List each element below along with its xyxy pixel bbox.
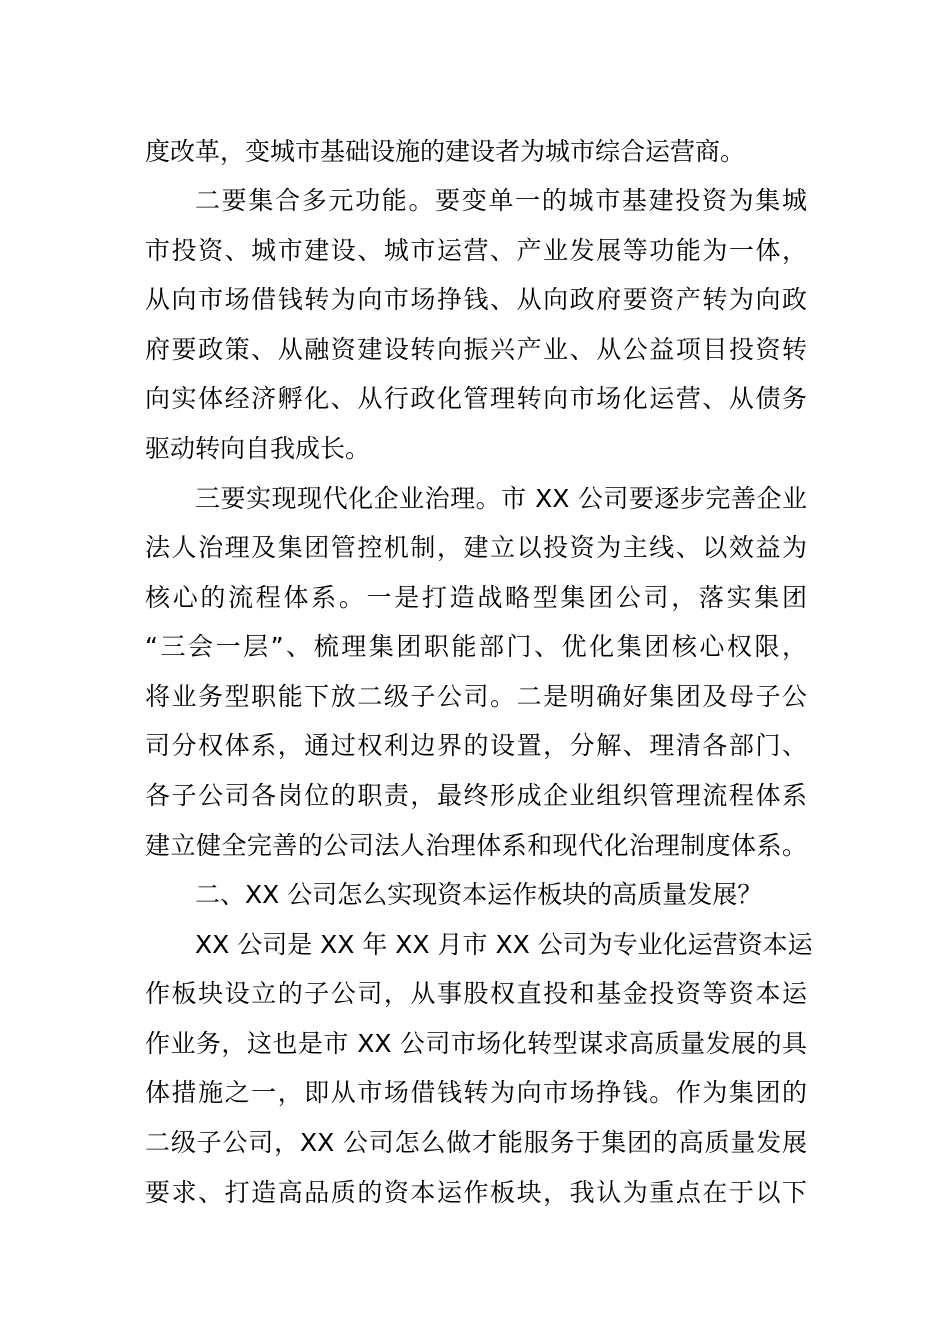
paragraph-line: 作板块设立的子公司，从事股权直投和基金投资等资本运 — [145, 979, 807, 1008]
paragraph-line: “三会一层”、梳理集团职能部门、优化集团核心权限， — [145, 632, 807, 661]
paragraph-line: 建立健全完善的公司法人治理体系和现代化治理制度体系。 — [145, 831, 807, 860]
paragraph-line: 府要政策、从融资建设转向振兴产业、从公益项目投资转 — [145, 335, 807, 364]
paragraph-line: 各子公司各岗位的职责，最终形成企业组织管理流程体系 — [145, 781, 807, 810]
paragraph-line: 市投资、城市建设、城市运营、产业发展等功能为一体， — [145, 236, 807, 265]
paragraph-line: 二级子公司，XX 公司怎么做才能服务于集团的高质量发展 — [145, 1128, 807, 1157]
paragraph-line: 核心的流程体系。一是打造战略型集团公司，落实集团 — [145, 583, 807, 612]
paragraph-line: 从向市场借钱转为向市场挣钱、从向政府要资产转为向政 — [145, 285, 807, 314]
paragraph-line: 司分权体系，通过权利边界的设置，分解、理清各部门、 — [145, 731, 807, 760]
paragraph-line: 将业务型职能下放二级子公司。二是明确好集团及母子公 — [145, 682, 807, 711]
paragraph-line: 三要实现现代化企业治理。市 XX 公司要逐步完善企业 — [195, 484, 807, 513]
paragraph-line: 度改革，变城市基础设施的建设者为城市综合运营商。 — [145, 137, 746, 166]
paragraph-line: 向实体经济孵化、从行政化管理转向市场化运营、从债务 — [145, 384, 807, 413]
section-heading: 二、XX 公司怎么实现资本运作板块的高质量发展？ — [195, 880, 763, 909]
paragraph-line: 作业务，这也是市 XX 公司市场化转型谋求高质量发展的具 — [145, 1029, 807, 1058]
paragraph-line: XX 公司是 XX 年 XX 月市 XX 公司为专业化运营资本运 — [195, 930, 813, 959]
paragraph-line: 驱动转向自我成长。 — [145, 434, 371, 463]
paragraph-line: 要求、打造高品质的资本运作板块，我认为重点在于以下 — [145, 1178, 807, 1207]
paragraph-line: 法人治理及集团管控机制，建立以投资为主线、以效益为 — [145, 533, 807, 562]
paragraph-line: 二要集合多元功能。要变单一的城市基建投资为集城 — [195, 186, 807, 215]
paragraph-line: 体措施之一，即从市场借钱转为向市场挣钱。作为集团的 — [145, 1078, 807, 1107]
